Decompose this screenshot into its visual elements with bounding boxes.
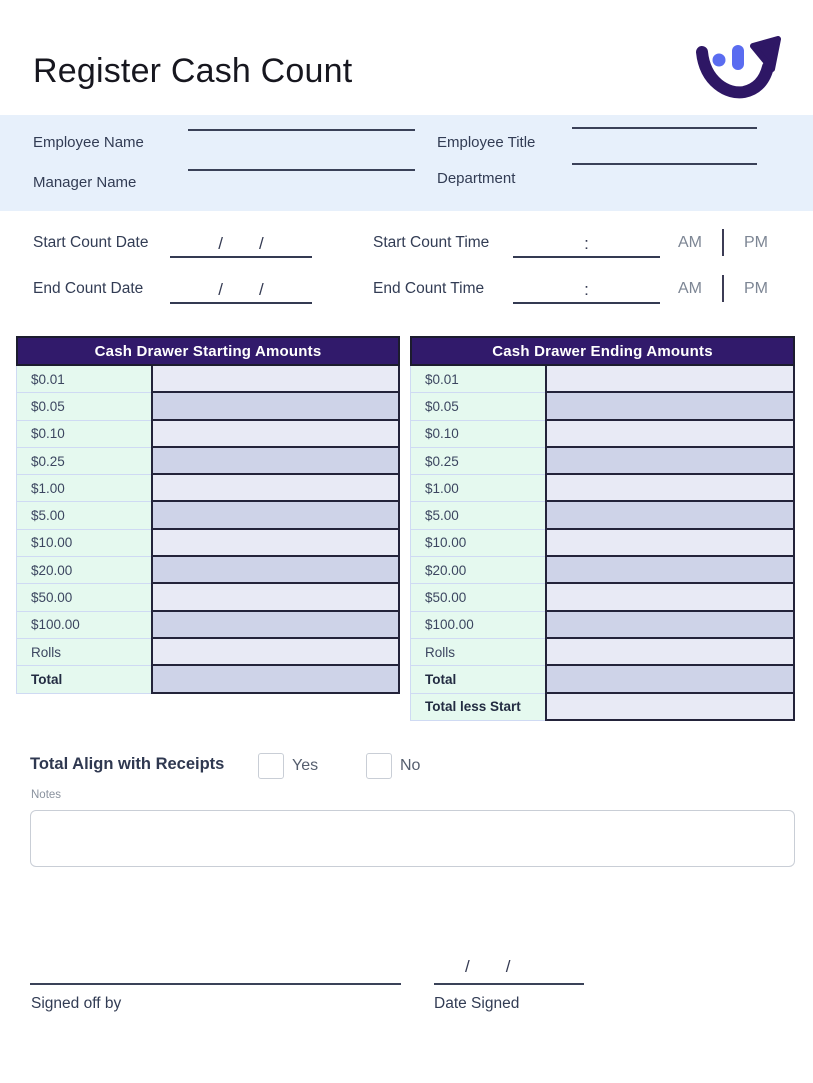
total-align-receipts-label: Total Align with Receipts — [30, 755, 225, 773]
manager-name-field[interactable] — [188, 169, 415, 171]
ending-table-header: Cash Drawer Ending Amounts — [410, 336, 795, 366]
table-row — [16, 612, 400, 639]
date-slash: / — [218, 234, 223, 253]
date-signed-label: Date Signed — [434, 995, 520, 1012]
amount-cell[interactable] — [545, 502, 795, 529]
amount-cell[interactable] — [151, 393, 400, 420]
table-row — [410, 448, 795, 475]
end-count-date-field[interactable] — [170, 274, 312, 304]
denomination-label: $1.00 — [410, 475, 545, 502]
denomination-label: $100.00 — [16, 612, 151, 639]
denomination-label: $1.00 — [16, 475, 151, 502]
starting-amounts-table — [16, 336, 400, 694]
ending-amounts-table — [410, 336, 795, 721]
denomination-label: $0.01 — [16, 366, 151, 393]
denomination-label: $20.00 — [410, 557, 545, 584]
yes-label: Yes — [292, 757, 319, 774]
table-row — [16, 639, 400, 666]
table-row — [16, 666, 400, 693]
amount-cell[interactable] — [545, 694, 795, 721]
table-row — [16, 448, 400, 475]
table-row — [410, 694, 795, 721]
end-am-option[interactable]: AM — [678, 280, 702, 297]
manager-name-label: Manager Name — [33, 174, 137, 191]
table-row — [16, 502, 400, 529]
table-row — [410, 393, 795, 420]
denomination-label: $0.10 — [410, 421, 545, 448]
notes-input[interactable] — [30, 810, 795, 867]
amount-cell[interactable] — [151, 530, 400, 557]
denomination-label: $0.10 — [16, 421, 151, 448]
amount-cell[interactable] — [545, 612, 795, 639]
denomination-label: $5.00 — [16, 502, 151, 529]
table-row — [16, 475, 400, 502]
date-slash: / — [218, 280, 223, 299]
signed-off-by-label: Signed off by — [31, 995, 122, 1012]
denomination-label: $5.00 — [410, 502, 545, 529]
amount-cell[interactable] — [545, 475, 795, 502]
table-row — [16, 366, 400, 393]
denomination-label: $10.00 — [16, 530, 151, 557]
date-signed-field[interactable] — [434, 960, 584, 985]
table-row — [16, 393, 400, 420]
table-row — [16, 557, 400, 584]
denomination-label: Total — [410, 666, 545, 693]
table-row — [16, 584, 400, 611]
employee-name-field[interactable] — [188, 129, 415, 131]
starting-table-header: Cash Drawer Starting Amounts — [16, 336, 400, 366]
denomination-label: Total less Start — [410, 694, 545, 721]
table-row — [410, 421, 795, 448]
signed-off-by-field[interactable] — [30, 960, 401, 985]
amount-cell[interactable] — [151, 421, 400, 448]
employee-title-label: Employee Title — [437, 134, 536, 151]
denomination-label: $20.00 — [16, 557, 151, 584]
amount-cell[interactable] — [545, 421, 795, 448]
table-row — [410, 366, 795, 393]
amount-cell[interactable] — [545, 448, 795, 475]
time-colon: : — [584, 280, 589, 299]
denomination-label: $0.25 — [16, 448, 151, 475]
smile-arrow-logo-icon — [692, 36, 784, 102]
amount-cell[interactable] — [545, 530, 795, 557]
amount-cell[interactable] — [151, 366, 400, 393]
start-count-date-label: Start Count Date — [33, 234, 149, 251]
amount-cell[interactable] — [545, 639, 795, 666]
table-row — [410, 530, 795, 557]
am-pm-divider — [722, 275, 724, 302]
time-colon: : — [584, 234, 589, 253]
table-row — [410, 666, 795, 693]
no-checkbox[interactable] — [366, 753, 392, 779]
table-row — [410, 557, 795, 584]
denomination-label: $0.01 — [410, 366, 545, 393]
start-am-option[interactable]: AM — [678, 234, 702, 251]
employee-name-label: Employee Name — [33, 134, 144, 151]
denomination-label: Total — [16, 666, 151, 693]
end-pm-option[interactable]: PM — [744, 280, 768, 297]
denomination-label: $50.00 — [410, 584, 545, 611]
table-row — [16, 421, 400, 448]
no-label: No — [400, 757, 421, 774]
am-pm-divider — [722, 229, 724, 256]
department-field[interactable] — [572, 163, 757, 165]
table-row — [410, 475, 795, 502]
start-count-time-field[interactable] — [513, 228, 660, 258]
start-count-time-label: Start Count Time — [373, 234, 490, 251]
amount-cell[interactable] — [151, 557, 400, 584]
table-row — [16, 530, 400, 557]
amount-cell[interactable] — [151, 639, 400, 666]
denomination-label: Rolls — [16, 639, 151, 666]
end-count-date-label: End Count Date — [33, 280, 144, 297]
start-count-date-field[interactable] — [170, 228, 312, 258]
amount-cell[interactable] — [545, 557, 795, 584]
department-label: Department — [437, 170, 516, 187]
table-row — [410, 584, 795, 611]
date-signed-slashes: / / — [465, 957, 511, 976]
denomination-label: Rolls — [410, 639, 545, 666]
start-pm-option[interactable]: PM — [744, 234, 768, 251]
denomination-label: $0.05 — [410, 393, 545, 420]
amount-cell[interactable] — [545, 584, 795, 611]
amount-cell[interactable] — [151, 475, 400, 502]
table-row — [410, 502, 795, 529]
denomination-label: $50.00 — [16, 584, 151, 611]
table-row — [410, 612, 795, 639]
amount-cell[interactable] — [545, 666, 795, 693]
end-count-time-field[interactable] — [513, 274, 660, 304]
amount-cell[interactable] — [151, 584, 400, 611]
amount-cell[interactable] — [151, 666, 400, 693]
amount-cell[interactable] — [151, 502, 400, 529]
denomination-label: $0.05 — [16, 393, 151, 420]
end-count-time-label: End Count Time — [373, 280, 485, 297]
date-slash: / — [259, 280, 264, 299]
employee-title-field[interactable] — [572, 127, 757, 129]
amount-cell[interactable] — [151, 448, 400, 475]
amount-cell[interactable] — [545, 393, 795, 420]
denomination-label: $100.00 — [410, 612, 545, 639]
date-slash: / — [259, 234, 264, 253]
notes-label: Notes — [31, 789, 62, 801]
yes-checkbox[interactable] — [258, 753, 284, 779]
page-title: Register Cash Count — [33, 52, 353, 90]
denomination-label: $10.00 — [410, 530, 545, 557]
amount-cell[interactable] — [545, 366, 795, 393]
amount-cell[interactable] — [151, 612, 400, 639]
table-row — [410, 639, 795, 666]
denomination-label: $0.25 — [410, 448, 545, 475]
